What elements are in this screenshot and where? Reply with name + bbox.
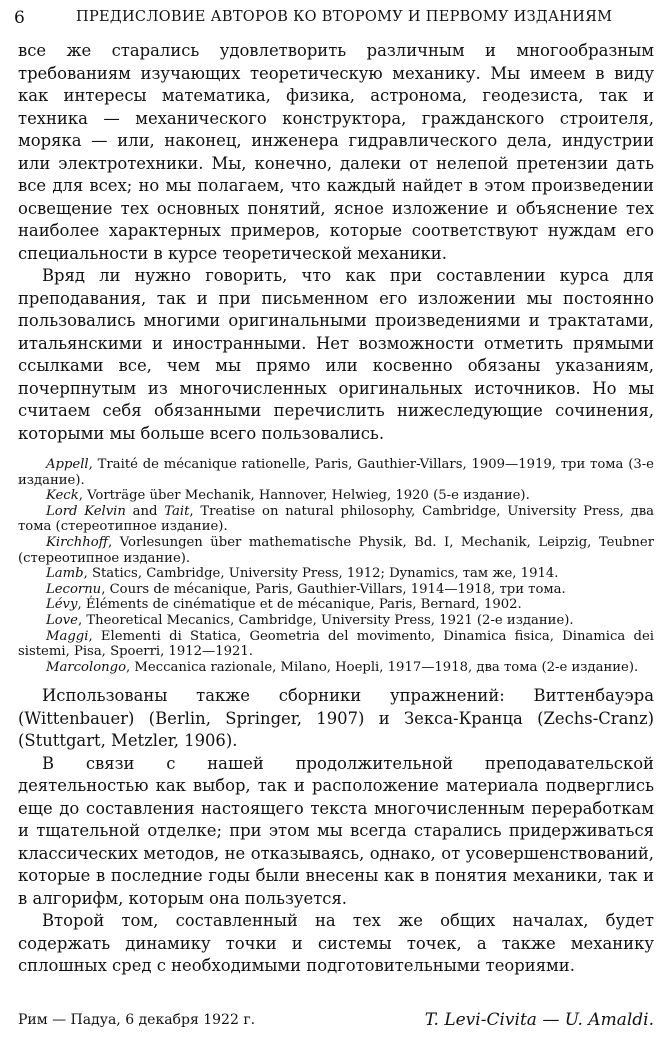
reference-details: , Cours de mécanique, Paris, Gauthier-Villars, 1914—1918, три тома. <box>101 581 566 597</box>
reference-details: , Traité de mécanique rationelle, Paris, Gauthier-Villars, 1909—1919, три тома (3-е издание). <box>18 457 654 488</box>
reference-author-2: Tait <box>164 503 190 519</box>
reference-item <box>18 566 654 582</box>
reference-details: , Éléments de cinématique et de mécanique, Paris, Bernard, 1902. <box>77 597 522 613</box>
paragraph-teaching-experience: В связи с нашей продолжительной преподавательской деятельностью как выбор, так и расположение материала подверглись еще до составления настоящего текста многочисленным переработкам и тщательной отделке; при этом мы всегда старались придерживаться классических методов, не отказываясь, однако, от усовершенствований, которые в последние годы были внесены как в понятия механики, так и в алгорифм, которым она пользуется. <box>18 753 654 908</box>
reference-author: Lamb <box>46 566 84 582</box>
paragraph-second-volume: Второй том, составленный на тех же общих началах, будет содержать динамику точки и системы точек, а также механику сплошных сред с необходимыми подготовительными теориями. <box>18 911 654 976</box>
reference-details: , Meccanica razionale, Milano, Hoepli, 1917—1918, два тома (2-е издание). <box>126 659 639 675</box>
signature-line <box>18 1012 654 1032</box>
reference-author: Kirchhoff <box>46 534 109 550</box>
running-title: ПРЕДИСЛОВИЕ АВТОРОВ КО ВТОРОМУ И ПЕРВОМУ ИЗДАНИЯМ <box>76 9 613 25</box>
page-header <box>14 8 654 32</box>
page-body <box>18 40 654 978</box>
reference-author: Lord Kelvin <box>46 503 126 519</box>
reference-author: Keck <box>46 488 79 504</box>
reference-item <box>18 613 654 629</box>
reference-author: Lévy <box>46 597 78 613</box>
paragraph-sources: Вряд ли нужно говорить, что как при составлении курса для преподавания, так и при письменном его изложении мы постоянно пользовались многими оригинальными произведениями и трактатами, итальянскими и иностранными. Нет возможности отметить прямыми ссылками все, чем мы прямо или косвенно обязаны указаниям, почерпнутым из многочисленных оригинальных источников. Но мы считаем себя обязанными перечислить нижеследующие сочинения, которыми мы больше всего пользовались. <box>18 266 654 443</box>
reference-item <box>18 582 654 598</box>
reference-author: Love <box>46 612 78 628</box>
reference-item <box>18 660 654 676</box>
paragraph-continuation: все же старались удовлетворить различным и многообразным требованиям изучающих теоретическую механику. Мы имеем в виду как интересы математика, физика, астронома, геодезиста, так и техника — механического конструктора, гражданского строителя, моряка — или, наконец, инженера гидравлического дела, индустрии или электротехники. Мы, конечно, далеки от нелепой претензии дать все для всех; но мы полагаем, что каждый найдет в этом произведении освещение тех основных понятий, ясное изложение и объяснение тех наиболее характерных примеров, которые соответствуют нуждам его специальности в курсе теоретической механики. <box>18 41 654 263</box>
reference-item <box>18 535 654 566</box>
reference-author: Appell <box>46 457 89 472</box>
reference-author: Maggi <box>46 628 89 644</box>
reference-author: Lecornu <box>46 581 102 597</box>
reference-details: , Treatise on natural philosophy, Cambridge, University Press, два тома (стереотипное издание). <box>18 503 654 535</box>
reference-item <box>18 457 654 488</box>
paragraph-exercise-collections: Использованы также сборники упражнений: Виттенбауэра (Wittenbauer) (Berlin, Springer, 1907) и Зекса-Кранца (Zechs-Cranz) (Stuttgart, Metzler, 1906). <box>18 686 654 751</box>
reference-conjunction: and <box>125 503 165 519</box>
reference-item <box>18 629 654 660</box>
page-number: 6 <box>14 8 25 28</box>
reference-details: , Vorlesungen über mathematische Physik, Bd. I, Mechanik, Leipzig, Teubner (стереотипное издание). <box>18 534 654 566</box>
reference-details: , Vorträge über Mechanik, Hannover, Helwieg, 1920 (5-е издание). <box>78 488 530 504</box>
authors-signature: T. Levi-Civita — U. Amaldi. <box>424 1010 654 1030</box>
reference-item <box>18 597 654 613</box>
reference-details: , Elementi di Statica, Geometria del movimento, Dinamica fisica, Dinamica dei sistemi, Pisa, Spoerri, 1912—1921. <box>18 628 654 660</box>
place-and-date: Рим — Падуа, 6 декабря 1922 г. <box>18 1012 256 1028</box>
reference-details: , Statics, Cambridge, University Press, 1912; Dynamics, там же, 1914. <box>83 566 559 582</box>
reference-details: , Theoretical Mecanics, Cambridge, University Press, 1921 (2-е издание). <box>77 612 574 628</box>
reference-item <box>18 488 654 504</box>
reference-list <box>18 457 654 675</box>
reference-author: Marcolongo <box>46 659 127 675</box>
reference-item <box>18 504 654 535</box>
